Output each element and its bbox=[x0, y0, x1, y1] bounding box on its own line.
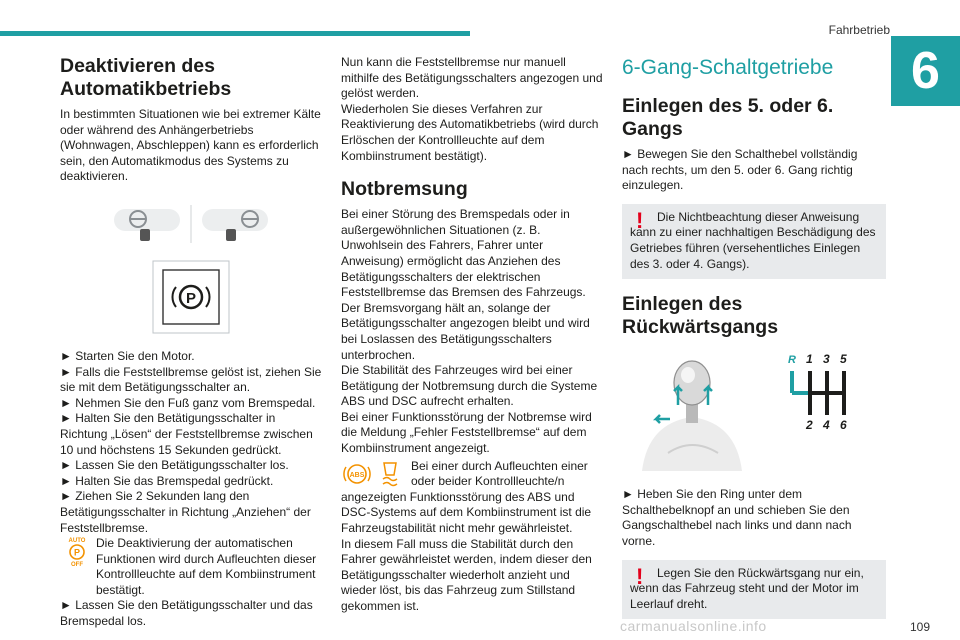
svg-text:P: P bbox=[73, 547, 81, 558]
warning-exclamation-icon: ! bbox=[636, 563, 644, 589]
note-abs-dsc bbox=[341, 459, 605, 615]
manual-mode-paragraph: Nun kann die Feststellbremse nur manuell mithilfe des Betätigungsschalters angezogen und gelöst werden. Wiederholen Sie dieses Verfahren zur Reaktivierung des Automatikbetriebs (wird durch Erlöschen der Kontrollleuchte auf dem Kombiinstrument bestätigt). bbox=[341, 55, 603, 163]
svg-text:3: 3 bbox=[823, 352, 830, 367]
step-gear-5-6: ► Bewegen Sie den Schalthebel vollständig nach rechts, um den 5. oder 6. Gang richtig einzulegen. bbox=[622, 147, 858, 193]
section-title: Fahrbetrieb bbox=[828, 23, 890, 37]
svg-text:1: 1 bbox=[806, 352, 813, 367]
abs-dsc-warning-icons bbox=[341, 459, 407, 489]
svg-text:AUTO: AUTO bbox=[68, 538, 86, 545]
intro-paragraph: In bestimmten Situationen wie bei extremer Kälte oder während des Anhängerbetriebs (Wohnwagen, Abschleppen) kann es erforderlich sein, den Automatikmodus des Systems zu deaktivieren. bbox=[60, 107, 321, 184]
heading-reverse-gear: Einlegen des Rückwärtsgangs bbox=[622, 293, 779, 339]
heading-emergency-brake: Notbremsung bbox=[341, 178, 468, 201]
step-2: ► Falls die Feststellbremse gelöst ist, ziehen Sie sie mit dem Betätigungsschalter an. bbox=[60, 364, 322, 395]
parking-brake-switch-icon bbox=[60, 257, 322, 337]
note-auto-off bbox=[60, 536, 322, 598]
column-left bbox=[60, 55, 322, 630]
svg-text:R: R bbox=[788, 354, 796, 367]
svg-text:ABS: ABS bbox=[349, 471, 365, 479]
step-3: ► Nehmen Sie den Fuß ganz vom Bremspedal. bbox=[60, 395, 316, 410]
page-number: 109 bbox=[909, 620, 930, 634]
svg-text:6: 6 bbox=[840, 418, 847, 432]
warning-box-gear bbox=[622, 204, 886, 279]
note-abs-dsc-text: Bei einer durch Aufleuchten einer oder beider Kontrollleuchte/n angezeigten Funktionsstörung des ABS und DSC-Systems auf dem Kombiinstrument ist die Fahrzeugstabilität nicht mehr gewährleistet. In diesem Fall muss die Stabilität durch den Fahrer gewährleistet werden, indem dieser den Betätigungsschalter wiederholt anzieht und wieder löst, bis das Fahrzeug zum Stillstand gekommen ist. bbox=[341, 458, 592, 613]
step-6: ► Halten Sie das Bremspedal gedrückt. bbox=[60, 473, 274, 488]
svg-text:P: P bbox=[185, 289, 197, 307]
steering-wheel-illustration bbox=[60, 203, 322, 253]
step-last: ► Lassen Sie den Betätigungsschalter und das Bremspedal los. bbox=[60, 598, 313, 629]
heading-gearbox: 6-Gang-Schaltgetriebe bbox=[622, 56, 834, 79]
svg-text:5: 5 bbox=[840, 352, 847, 367]
step-4: ► Halten Sie den Betätigungsschalter in Richtung „Lösen“ der Feststellbremse zwischen 10 und höchstens 15 Sekunden gedrückt. bbox=[60, 411, 313, 457]
gear-pattern-diagram bbox=[782, 351, 862, 431]
svg-text:2: 2 bbox=[806, 418, 813, 432]
step-7: ► Ziehen Sie 2 Sekunden lang den Betätigungsschalter in Richtung „Anziehen“ der Feststellbremse. bbox=[60, 489, 311, 535]
heading-gear-5-6: Einlegen des 5. oder 6. Gangs bbox=[622, 95, 834, 140]
column-middle bbox=[341, 55, 605, 615]
heading-deactivate-auto: Deaktivieren des Automatikbetriebs bbox=[60, 55, 232, 100]
header-accent-bar bbox=[0, 31, 470, 36]
column-right bbox=[622, 55, 886, 633]
gear-knob-illustration bbox=[622, 353, 762, 473]
gearshift-illustration bbox=[622, 353, 886, 473]
auto-off-warning-icon bbox=[62, 536, 92, 568]
warning-exclamation-icon: ! bbox=[636, 207, 644, 233]
warning-box-reverse bbox=[622, 560, 886, 620]
warning-reverse-text: Legen Sie den Rückwärtsgang nur ein, wenn das Fahrzeug steht und der Motor im Leerlauf dreht. bbox=[630, 565, 864, 611]
step-reverse-gear: ► Heben Sie den Ring unter dem Schalthebelknopf an und schieben Sie den Gangschalthebel nach links und dann nach vorne. bbox=[622, 487, 852, 548]
step-5: ► Lassen Sie den Betätigungsschalter los. bbox=[60, 458, 289, 473]
svg-text:OFF: OFF bbox=[71, 562, 83, 569]
svg-text:4: 4 bbox=[823, 418, 830, 432]
step-1: ► Starten Sie den Motor. bbox=[60, 348, 195, 363]
watermark: carmanualsonline.info bbox=[620, 618, 767, 634]
note-auto-off-text: Die Deaktivierung der automatischen Funktionen wird durch Aufleuchten dieser Kontrollleuchte auf dem Kombiinstrument bestätigt. bbox=[96, 536, 317, 597]
warning-gear-text: Die Nichtbeachtung dieser Anweisung kann zu einer nachhaltigen Beschädigung des Getriebes führen (versehentliches Einlegen des 3. oder 4. Gangs). bbox=[630, 209, 876, 271]
emergency-brake-body: Bei einer Störung des Bremspedals oder in außergewöhnlichen Situationen (z. B. Unwohlsein des Fahrers, Fahrer unter Anweisung) ermöglicht das Anziehen des Betätigungsschalters der elektrischen Feststellbremse das Bremsen des Fahrzeugs. Der Bremsvorgang hält an, solange der Betätigungsschalter angezogen bleibt und wird bei Loslassen des Betätigungsschalters unterbrochen. Die Stabilität des Fahrzeuges wird bei einer Betätigung der Notbremsung durch die Systeme ABS und DSC aufrecht erhalten. Bei einer Funktionsstörung der Notbremse wird die Meldung „Fehler Feststellbremse“ auf dem Kombiinstrument angezeigt. bbox=[341, 207, 598, 456]
chapter-tab: 6 bbox=[891, 36, 960, 106]
